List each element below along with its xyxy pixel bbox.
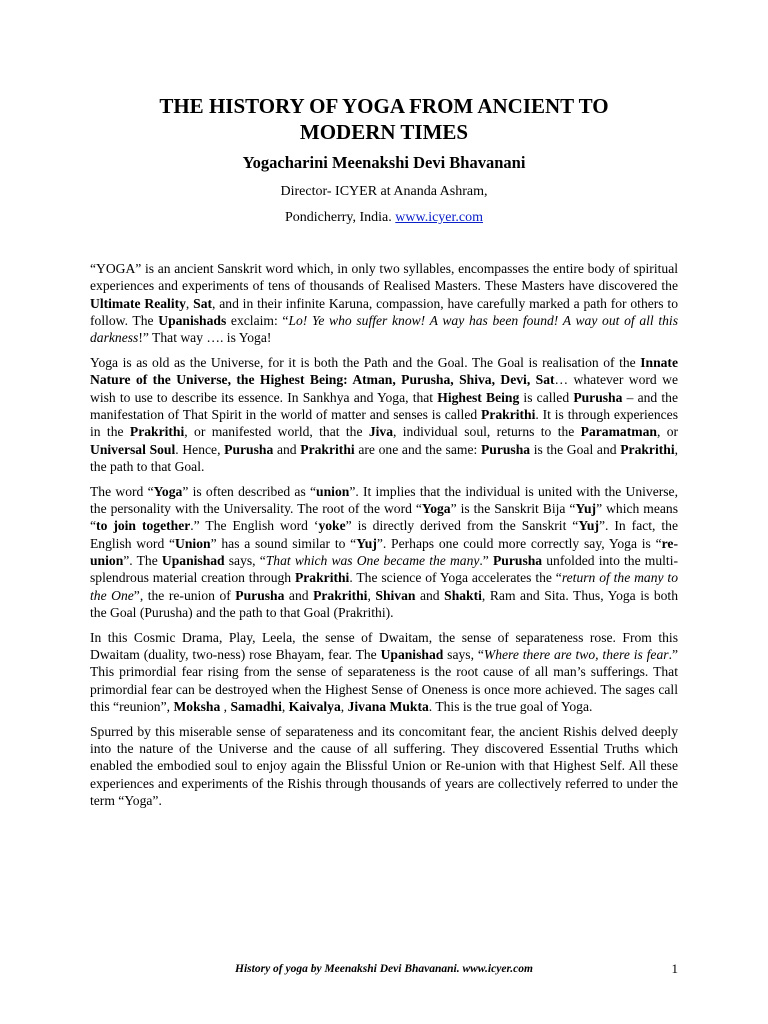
text-run: ”. It implies that the individual is united with the Universe, the personality with the Universality. The root of the word “	[90, 483, 678, 517]
bold-run: Upanishads	[158, 312, 227, 328]
bold-run: Prakrithi	[620, 441, 675, 457]
text-run: ” which means “	[90, 501, 679, 534]
bold-run: yoke	[318, 518, 346, 534]
bold-run: Prakrithi	[481, 406, 536, 422]
bold-run: Jiva	[368, 424, 394, 440]
text-run: Spurred by this miserable sense of separateness and its concomitant fear, the ancient Rishis delved deeply into the nature of the Universe and the cause of all suffering. They discovered Essential Truths which enabled the embodied soul to enjoy again the Blissful Union or Re-union with that Highest Self. All these experiences and experiments of the Rishis through thousands of years are collectively referred to under the term “Yoga”.	[90, 723, 678, 808]
bold-run: Samadhi	[230, 698, 282, 714]
bold-run: Prakrithi	[313, 587, 368, 603]
bold-run: Ultimate Reality	[90, 295, 186, 311]
text-run: Yoga is as old as the Universe, for it is both the Path and the Goal. The Goal is realisation of the	[90, 355, 641, 371]
bold-run: Moksha	[173, 698, 221, 714]
text-run: . It is through experiences in the	[90, 406, 678, 440]
text-run: ” is the Sanskrit Bija “	[450, 501, 576, 517]
italic-run: Where there are two, there is fear	[483, 647, 669, 663]
text-run: and	[415, 587, 445, 603]
text-run: says, “	[224, 552, 266, 568]
text-run: ” has a sound similar to “	[210, 535, 357, 551]
bold-run: Shivan	[375, 587, 416, 603]
body-paragraph	[90, 723, 678, 809]
page-number: 1	[671, 961, 678, 976]
bold-run: Purusha	[480, 441, 531, 457]
body-paragraph	[90, 629, 678, 715]
text-run: ,	[281, 698, 289, 714]
text-run: exclaim: “	[226, 312, 289, 328]
bold-run: Universal Soul	[90, 441, 176, 457]
text-run: ”. The	[123, 552, 162, 568]
text-run: and	[284, 587, 314, 603]
body-text	[90, 260, 678, 817]
text-run: . The science of Yoga accelerates the “	[349, 570, 562, 586]
text-run: ,	[185, 295, 194, 311]
footer-text: History of yoga by Meenakshi Devi Bhavanani. www.icyer.com	[235, 963, 533, 975]
text-run: “YOGA” is an ancient Sanskrit word which, in only two syllables, encompasses the entire body of spiritual experiences and experiments of tens of thousands of Realised Masters. These Masters have discovered the	[90, 261, 678, 294]
text-run: ”. Perhaps one could more correctly say, Yoga is “	[376, 535, 662, 551]
text-run: and	[273, 441, 301, 457]
text-run: ,	[340, 698, 348, 714]
title-line-2: MODERN TIMES	[299, 120, 469, 144]
bold-run: Jivana Mukta	[347, 698, 429, 714]
bold-run: Upanishad	[380, 647, 444, 663]
affiliation-location: Pondicherry, India.	[284, 210, 396, 225]
bold-run: Innate Nature of the Universe, the Highest Being: Atman, Purusha, Shiva, Devi, Sat	[90, 355, 678, 388]
bold-run: Paramatman	[580, 424, 657, 440]
text-run: , the path to that Goal.	[90, 441, 679, 474]
text-run: ”. In fact, the English word “	[90, 518, 679, 551]
italic-run: return of the many to the One	[90, 570, 678, 603]
text-run: … whatever word we wish to use to describe its essence. In Sankhya and Yoga, that	[90, 372, 678, 405]
affiliation-line-2	[100, 209, 668, 227]
bold-run: Upanishad	[161, 552, 225, 568]
italic-run: That which was One became the many	[265, 552, 480, 568]
bold-run: Shakti	[444, 587, 482, 603]
text-run: ,	[367, 587, 376, 603]
text-run: , and in their infinite Karuna, compassion, have carefully marked a path for others to follow. The	[90, 295, 678, 328]
text-run: is called	[519, 389, 574, 405]
text-run: .” This primordial fear rising from the sense of separateness is the root cause of all man’s sufferings. That primordial fear can be destroyed when the Highest Sense of Oneness is once more achieved. The sages call this “reunion”,	[90, 647, 678, 714]
bold-run: union	[316, 483, 350, 499]
bold-run: Highest Being	[437, 389, 520, 405]
bold-run: Yuj	[575, 501, 597, 517]
bold-run: Prakrithi	[300, 441, 355, 457]
bold-run: Prakrithi	[294, 570, 350, 586]
text-run: .” The English word ‘	[190, 518, 319, 534]
bold-run: Prakrithi	[129, 424, 185, 440]
text-run: .”	[479, 552, 493, 568]
text-run: In this Cosmic Drama, Play, Leela, the sense of Dwaitam, the sense of separateness rose. From this Dwaitam (duality, two-ness) rose Bhayam, fear. The	[90, 629, 678, 663]
bold-run: Purusha	[493, 552, 543, 568]
text-run: says, “	[443, 647, 484, 663]
bold-run: Yoga	[153, 483, 183, 499]
text-run: ”, the re-union of	[133, 587, 236, 603]
bold-run: Kaivalya	[288, 698, 341, 714]
bold-run: Yuj	[578, 518, 599, 534]
bold-run: Yoga	[421, 501, 451, 517]
text-run: is the Goal and	[530, 441, 621, 457]
body-paragraph	[90, 483, 678, 621]
text-run: are one and the same:	[354, 441, 481, 457]
bold-run: Yuj	[356, 535, 377, 551]
text-run: ,	[220, 698, 231, 714]
text-run: !” That way …. is Yoga!	[138, 330, 272, 346]
bold-run: to join together	[96, 518, 191, 534]
text-run: The word “	[90, 483, 154, 499]
text-run: . This is the true goal of Yoga.	[428, 698, 593, 714]
bold-run: Purusha	[224, 441, 274, 457]
text-run: ” is often described as “	[182, 483, 317, 499]
title-line-1: THE HISTORY OF YOGA FROM ANCIENT TO	[159, 94, 609, 118]
italic-run: Lo! Ye who suffer know! A way has been found! A way out of all this darkness	[90, 312, 678, 346]
affiliation-line-1: Director- ICYER at Ananda Ashram,	[280, 184, 488, 199]
text-run: , or	[656, 424, 679, 440]
body-paragraph	[90, 260, 678, 346]
bold-run: Purusha	[573, 389, 623, 405]
bold-run: re-union	[90, 535, 678, 568]
bold-run: Union	[175, 535, 211, 551]
document-title	[100, 93, 668, 145]
text-run: . Hence,	[175, 441, 225, 457]
text-run: – and the manifestation of That Spirit in the world of matter and senses is called	[90, 389, 678, 422]
bold-run: Purusha	[235, 587, 285, 603]
text-run: , individual soul, returns to the	[393, 424, 581, 440]
bold-run: Sat	[193, 295, 213, 311]
author-name: Yogacharini Meenakshi Devi Bhavanani	[242, 153, 526, 172]
body-paragraph	[90, 354, 678, 475]
text-run: ” is directly derived from the Sanskrit “	[345, 518, 579, 534]
text-run: unfolded into the multi-splendrous material creation through	[90, 552, 678, 586]
text-run: , Ram and Sita. Thus, Yoga is both the Goal (Purusha) and the path to that Goal (Prakrithi).	[90, 587, 678, 620]
text-run: , or manifested world, that the	[184, 424, 369, 440]
website-link[interactable]: www.icyer.com	[395, 210, 484, 225]
